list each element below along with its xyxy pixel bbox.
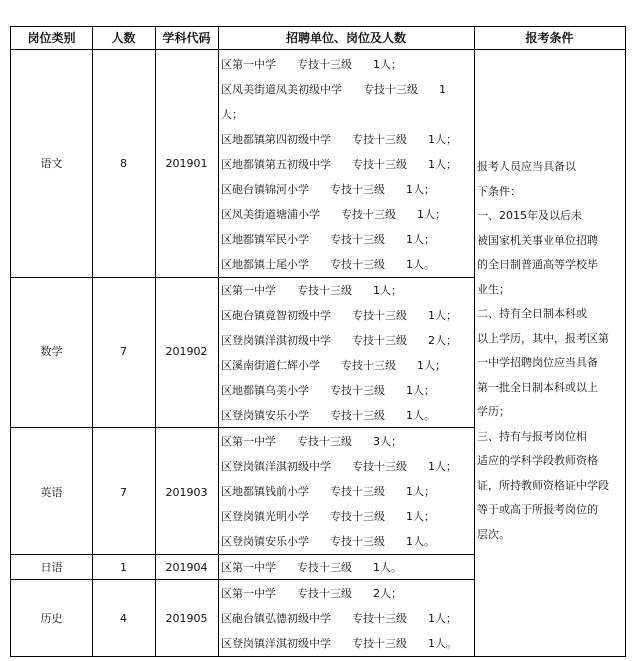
requirement-line: 证，所持教师资格证中学段	[477, 478, 609, 492]
position-line: 区第一中学 专技十三级 1人。	[221, 561, 402, 574]
row-count: 1	[120, 561, 127, 574]
position-line: 区登岗镇洋淇初级中学 专技十三级 1人。	[221, 637, 457, 650]
position-line: 区登岗镇洋淇初级中学 专技十三级 2人；	[221, 334, 457, 347]
row-code: 201904	[165, 561, 208, 574]
position-line: 区登岗镇安乐小学 专技十三级 1人。	[221, 535, 435, 548]
requirement-line: 下条件：	[477, 184, 521, 198]
row-code: 201905	[165, 612, 208, 625]
requirement-line: 以上学历，其中，报考区第	[477, 331, 609, 345]
row-category: 英语	[40, 486, 63, 499]
divider	[474, 27, 475, 656]
row-code: 201901	[165, 157, 208, 170]
requirement-line: 二、持有全日制本科或	[477, 307, 587, 320]
position-line: 区地都镇军民小学 专技十三级 1人；	[221, 233, 435, 246]
divider	[11, 49, 625, 50]
requirement-line: 学历；	[477, 405, 510, 418]
position-line: 区第一中学 专技十三级 2人；	[221, 587, 402, 600]
requirement-line: 一、2015年及以后未	[477, 209, 582, 222]
requirement-line: 业生；	[477, 282, 510, 296]
requirement-line: 第一批全日制本科或以上	[477, 380, 598, 394]
requirement-line: 报考人员应当具备以	[477, 160, 576, 173]
position-line: 区第一中学 专技十三级 1人；	[221, 58, 402, 71]
position-line: 区地都镇第四初级中学 专技十三级 1人；	[221, 133, 457, 146]
divider	[11, 579, 474, 580]
row-category: 历史	[40, 612, 63, 625]
position-line: 区第一中学 专技十三级 3人；	[221, 435, 402, 448]
requirement-line: 适应的学科学段教师资格	[477, 454, 598, 467]
requirement-line: 三、持有与报考岗位相	[477, 429, 587, 443]
row-count: 4	[120, 612, 127, 625]
requirement-line: 层次。	[477, 527, 510, 541]
header-positions: 招聘单位、岗位及人数	[285, 31, 406, 45]
requirement-line: 一中学招聘岗位应当具备	[477, 356, 598, 369]
requirement-line: 被国家机关事业单位招聘	[477, 233, 598, 247]
position-line: 区凤美街道凤美初级中学 专技十三级 1	[221, 83, 446, 96]
row-code: 201902	[165, 345, 208, 358]
position-line: 人；	[221, 108, 243, 121]
position-line: 区溪南街道仁辉小学 专技十三级 1人；	[221, 359, 446, 372]
position-line: 区砲台镇竟智初级中学 专技十三级 1人；	[221, 309, 457, 322]
header-count: 人数	[111, 31, 136, 45]
requirement-line: 等于或高于所报考岗位的	[477, 503, 598, 516]
header-code: 学科代码	[162, 31, 211, 45]
row-count: 7	[120, 345, 127, 358]
position-line: 区砲台镇锦河小学 专技十三级 1人；	[221, 183, 435, 196]
requirement-line: 的全日制普通高等学校毕	[477, 258, 598, 271]
row-count: 8	[120, 157, 127, 170]
header-category: 岗位类别	[27, 31, 76, 45]
divider	[218, 27, 219, 656]
position-line: 区登岗镇安乐小学 专技十三级 1人。	[221, 409, 435, 422]
requirements-text	[477, 155, 623, 547]
position-line: 区地都镇乌美小学 专技十三级 1人；	[221, 384, 435, 397]
row-code: 201903	[165, 486, 208, 499]
position-line: 区地都镇第五初级中学 专技十三级 1人；	[221, 158, 457, 171]
row-count: 7	[120, 486, 127, 499]
recruitment-table	[10, 26, 626, 657]
divider	[11, 427, 474, 428]
position-line: 区砲台镇弘德初级中学 专技十三级 1人；	[221, 612, 457, 625]
divider	[11, 554, 474, 555]
row-category: 语文	[40, 157, 63, 170]
position-line: 区凤美街道塘浦小学 专技十三级 1人；	[221, 208, 446, 221]
row-category: 数学	[40, 345, 63, 358]
position-line: 区地都镇钱前小学 专技十三级 1人；	[221, 485, 435, 498]
position-line: 区登岗镇洋淇初级中学 专技十三级 1人；	[221, 460, 457, 473]
position-line: 区登岗镇光明小学 专技十三级 1人；	[221, 510, 435, 523]
position-line: 区第一中学 专技十三级 1人；	[221, 284, 402, 297]
row-category: 日语	[40, 561, 63, 574]
header-requirements: 报考条件	[525, 31, 574, 45]
position-line: 区地都镇士尾小学 专技十三级 1人。	[221, 258, 435, 271]
divider	[11, 277, 474, 278]
